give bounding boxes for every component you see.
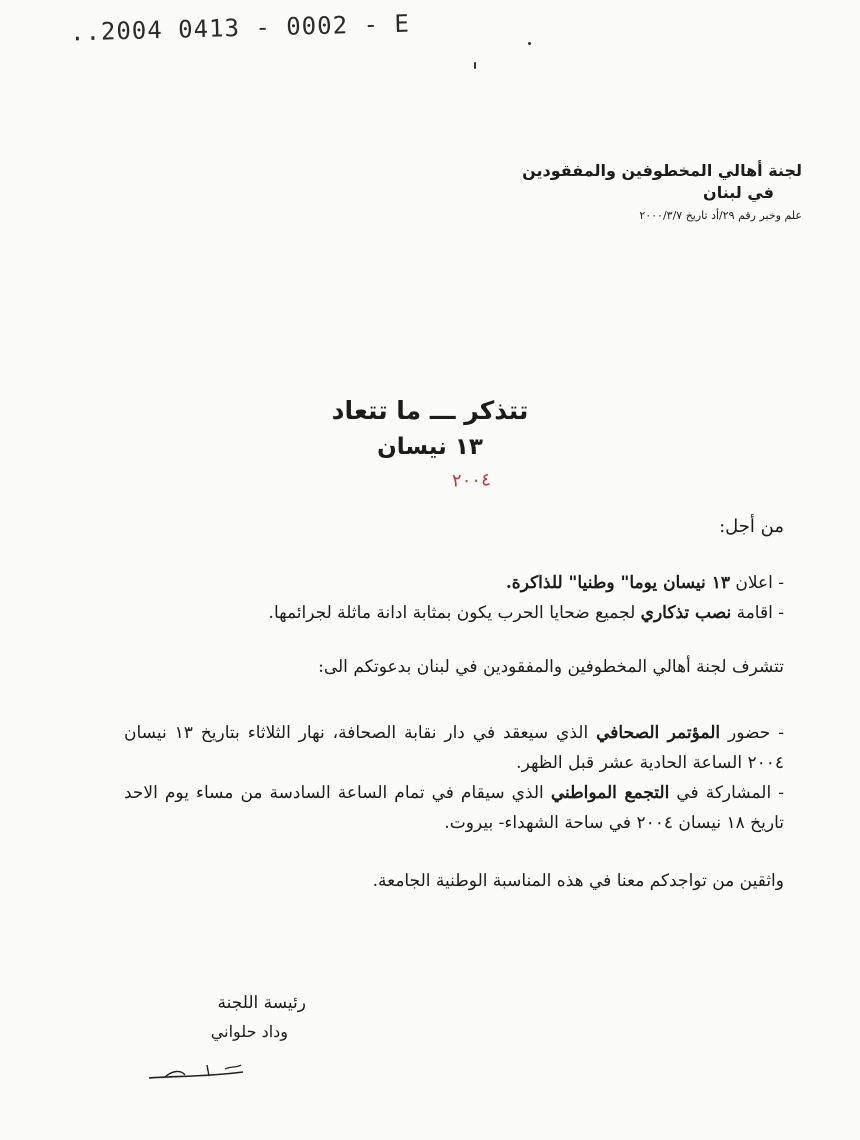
letter-body — [124, 512, 784, 896]
event-item: - حضور المؤتمر الصحافي الذي سيعقد في دار نقابة الصحافة، نهار الثلاثاء بتاريخ ١٣ نيسان ٢٠٠٤ الساعة الحادية عشر قبل الظهر. — [124, 723, 784, 773]
signatory-name: وداد حلواني — [210, 1022, 288, 1041]
event-emphasis: المؤتمر الصحافي — [596, 723, 721, 743]
closing-line: واثقين من تواجدكم معنا في هذه المناسبة الوطنية الجامعة. — [372, 871, 784, 891]
scan-speck — [474, 62, 476, 69]
goal-item: - اعلان ١٣ نيسان يوما" وطنيا" للذاكرة. — [505, 573, 784, 593]
scan-speck — [528, 42, 531, 45]
goal-emphasis: نصب تذكاري — [640, 603, 732, 623]
letterhead — [462, 160, 802, 225]
signature-block — [130, 988, 320, 1046]
intro-line: من أجل: — [719, 516, 784, 537]
signatory-title: رئيسة اللجنة — [217, 993, 306, 1013]
document-title: تتذكر ـــ ما تتعاد — [331, 396, 529, 425]
invitation-line: تتشرف لجنة أهالي المخطوفين والمفقودين في لبنان بدعوتكم الى: — [318, 657, 784, 677]
handwritten-reference-id: ..2004 0413 - 0002 - E — [69, 9, 411, 47]
goal-item: - اقامة نصب تذكاري لجميع ضحايا الحرب يكون بمثابة ادانة ماثلة لجرائمها. — [268, 603, 784, 623]
event-item: - المشاركة في التجمع المواطني الذي سيقام في تمام الساعة السادسة من مساء يوم الاحد تاريخ ١٨ نيسان ٢٠٠٤ في ساحة الشهداء- بيروت. — [124, 783, 784, 833]
title-block — [300, 392, 560, 464]
event-emphasis: التجمع المواطني — [550, 783, 670, 803]
handwritten-year: ٢٠٠٤ — [451, 469, 492, 492]
organization-country: في لبنان — [703, 183, 774, 202]
goal-emphasis: ١٣ نيسان يوما" وطنيا" للذاكرة. — [505, 573, 730, 593]
organization-name: لجنة أهالي المخطوفين والمفقودين — [522, 161, 802, 180]
registration-number: علم وخبر رقم ٢٩/أد تاريخ ٢٠٠٠/٣/٧ — [639, 209, 802, 222]
handwritten-signature-mark — [145, 1060, 255, 1086]
document-date-title: ١٣ نيسان — [377, 434, 483, 460]
